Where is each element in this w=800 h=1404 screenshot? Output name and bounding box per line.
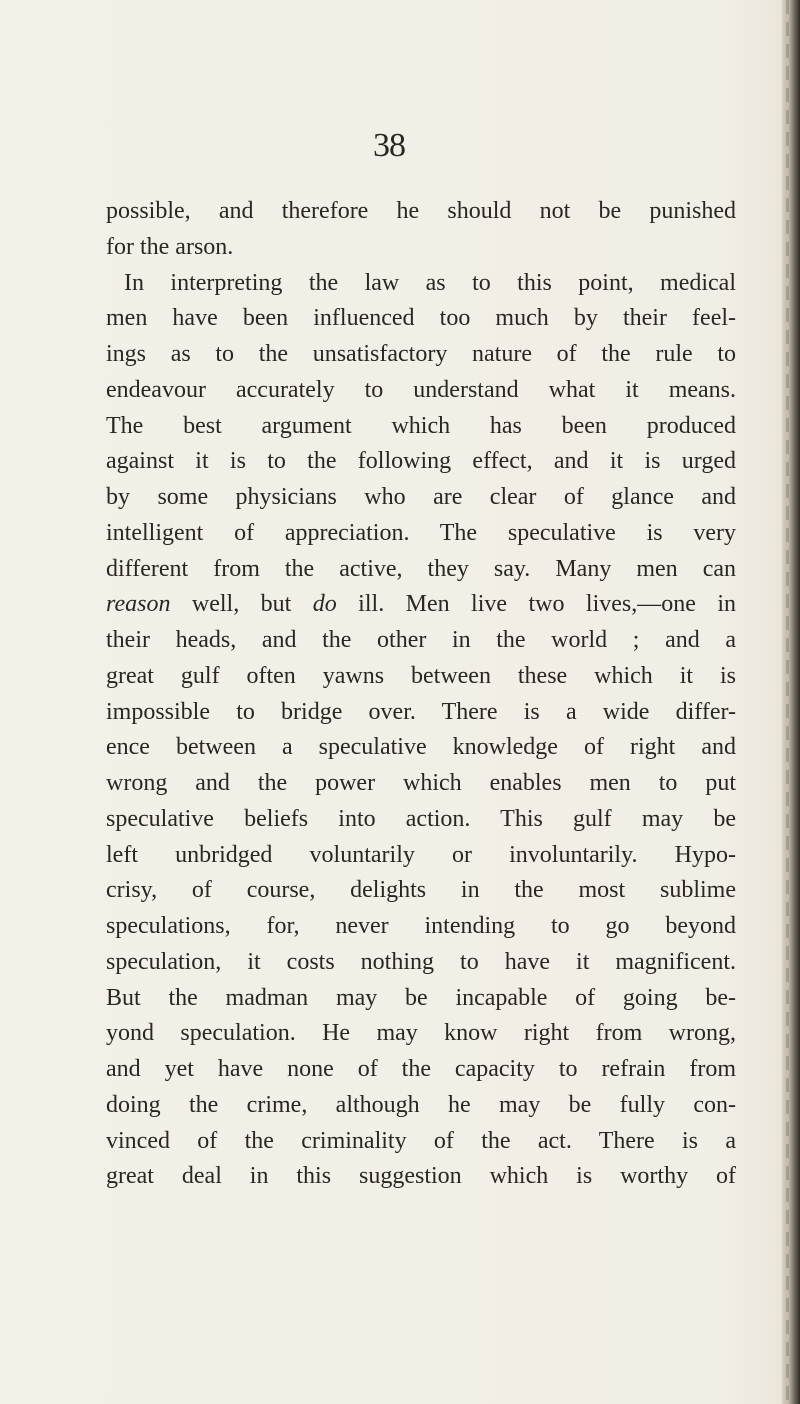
text-line-with-italics xyxy=(106,587,736,623)
text-line: doing the crime, although he may be fully con- xyxy=(106,1091,736,1118)
book-binding-edge xyxy=(782,0,800,1404)
text-line: The best argument which has been produced xyxy=(106,412,736,439)
text-line: endeavour accurately to understand what it means. xyxy=(106,376,736,403)
text-line: In interpreting the law as to this point, medical xyxy=(124,269,736,296)
text-line: against it is to the following effect, and it is urged xyxy=(106,448,736,475)
text-line: speculative beliefs into action. This gulf may be xyxy=(106,805,736,832)
text-line: vinced of the criminality of the act. There is a xyxy=(106,1127,736,1154)
text-line: great gulf often yawns between these which it is xyxy=(106,662,736,689)
text-line: for the arson. xyxy=(106,233,234,260)
text-line: left unbridged voluntarily or involuntarily. Hypo- xyxy=(106,841,736,868)
text-line: men have been influenced too much by their feel- xyxy=(106,305,736,332)
text-line: their heads, and the other in the world ; and a xyxy=(106,627,736,653)
text-line: speculations, for, never intending to go beyond xyxy=(106,913,736,939)
text-line: ings as to the unsatisfactory nature of the rule to xyxy=(106,341,736,367)
text-line: great deal in this suggestion which is worthy of xyxy=(106,1163,736,1190)
page-number: 38 xyxy=(373,127,405,164)
italic-word: do xyxy=(312,591,337,618)
text-line: ence between a speculative knowledge of right and xyxy=(106,734,736,761)
body-text xyxy=(106,194,736,1195)
text-line: speculation, it costs nothing to have it magnificent. xyxy=(106,948,736,975)
text-line: different from the active, they say. Many men can xyxy=(106,555,736,582)
text-fragment: ill. Men live two lives,—one in xyxy=(336,591,736,618)
italic-word: reason xyxy=(106,591,171,618)
text-line: yond speculation. He may know right from wrong, xyxy=(106,1020,736,1047)
text-line: wrong and the power which enables men to put xyxy=(106,770,736,796)
text-line: and yet have none of the capacity to refrain from xyxy=(106,1056,736,1082)
text-line: possible, and therefore he should not be punished xyxy=(106,198,736,224)
text-line: But the madman may be incapable of going be- xyxy=(106,984,736,1011)
text-line: impossible to bridge over. There is a wide differ- xyxy=(106,698,736,725)
text-line: by some physicians who are clear of glance and xyxy=(106,484,736,510)
text-fragment: well, but xyxy=(170,591,313,618)
text-line: crisy, of course, delights in the most sublime xyxy=(106,877,736,904)
text-line: intelligent of appreciation. The speculative is very xyxy=(106,519,736,546)
